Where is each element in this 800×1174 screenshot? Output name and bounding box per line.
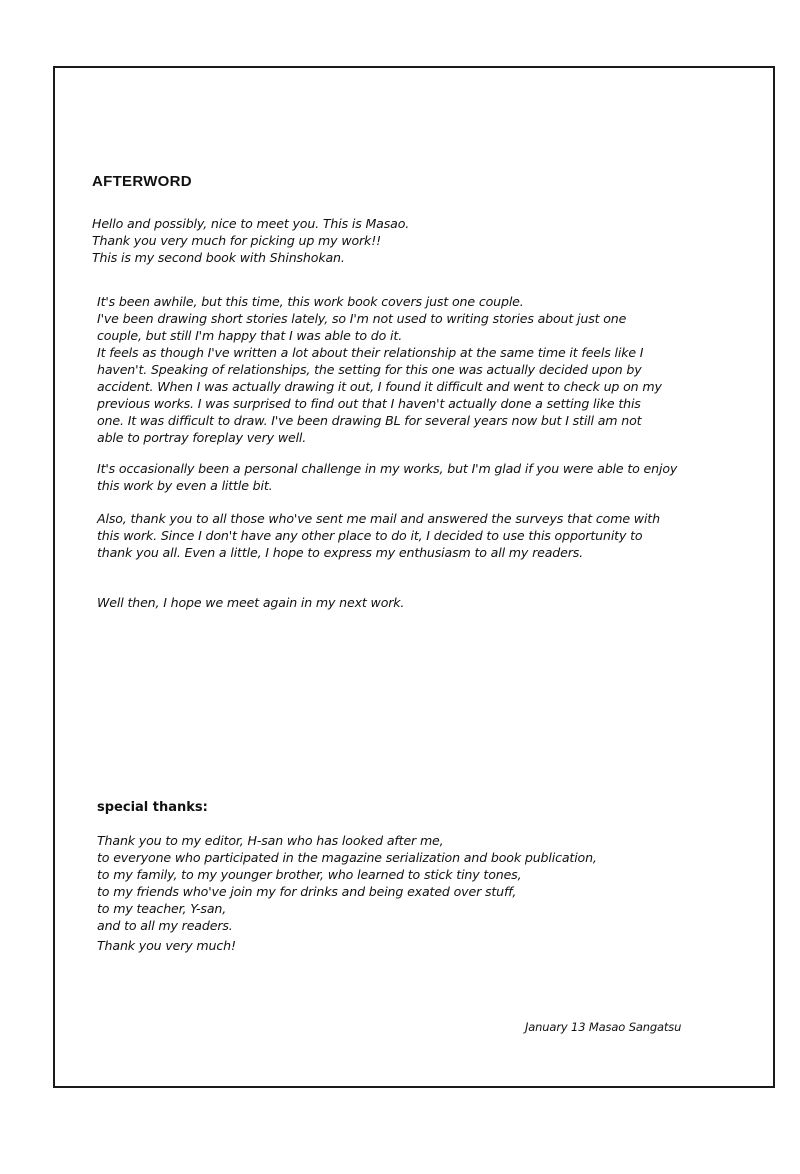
special-thanks-body: Thank you to my editor, H-san who has looked after me, to everyone who participated in the magazine serialization and book publication, to my family, to my younger brother, who learned to stick tiny tones, to my friends who've join my for drinks and being exated over stuff, to my teacher, Y-san, and to all my readers.: [97, 833, 597, 933]
body-paragraph-1: It's been awhile, but this time, this work book covers just one couple. I've been drawing short stories lately, so I'm not used to writing stories about just one couple, but still I'm happy that I was able to do it. It feels as though I've written a lot about their relationship at the same time it feels like I haven't. Speaking of relationships, the setting for this one was actually decided upon by accident. When I was actually drawing it out, I found it difficult and went to check up on my previous works. I was surprised to find out that I haven't actually done a setting like this one. It was difficult to draw. I've been drawing BL for several years now but I still am not able to portray foreplay very well.: [97, 294, 662, 445]
body-paragraph-3: Also, thank you to all those who've sent me mail and answered the surveys that come with this work. Since I don't have any other place to do it, I decided to use this opportunity to thank you all. Even a little, I hope to express my enthusiasm to all my readers.: [97, 511, 660, 560]
page-title: AFTERWORD: [92, 173, 192, 190]
intro-paragraph: Hello and possibly, nice to meet you. This is Masao. Thank you very much for picking up my work!! This is my second book with Shinshokan.: [92, 216, 410, 265]
signature: January 13 Masao Sangatsu: [525, 1020, 682, 1034]
closing-line: Thank you very much!: [97, 938, 236, 953]
body-paragraph-2: It's occasionally been a personal challenge in my works, but I'm glad if you were able to enjoy this work by even a little bit.: [97, 461, 678, 493]
body-paragraph-4: Well then, I hope we meet again in my next work.: [97, 595, 405, 610]
special-thanks-heading: special thanks:: [97, 800, 208, 815]
